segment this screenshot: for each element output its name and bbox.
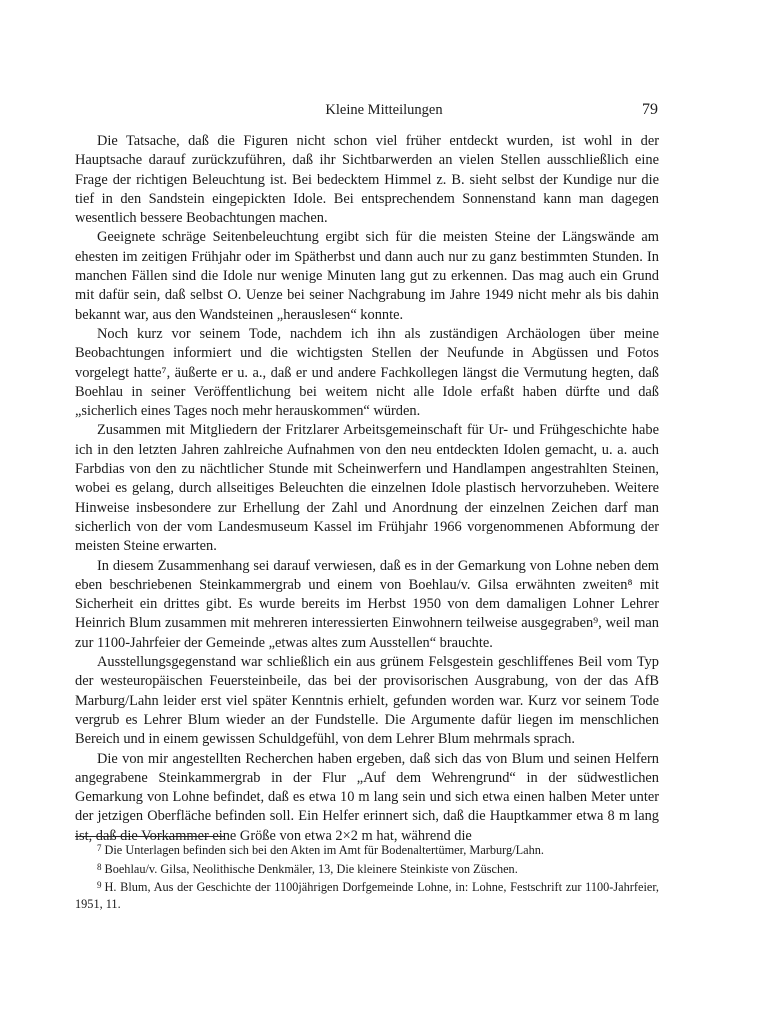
footnotes <box>75 840 659 912</box>
footnote-text: Boehlau/v. Gilsa, Neolithische Denkmäler, 13, Die kleinere Steinkiste von Züschen. <box>104 861 518 876</box>
paragraph: In diesem Zusammenhang sei darauf verwiesen, daß es in der Gemarkung von Lohne neben dem eben beschriebenen Steinkammergrab und einem von Boehlau/v. Gilsa erwähnten zweiten⁸ mit Sicherheit ein drittes gibt. Es wurde bereits im Herbst 1950 von dem damaligen Lohner Lehrer Heinrich Blum zusammen mit mehreren interessierten Einwohnern teilweise ausgegraben⁹, weil man zur 1100-Jahrfeier der Gemeinde „etwas altes zum Ausstellen“ brauchte. <box>75 557 659 651</box>
footnote-number: 8 <box>97 861 102 872</box>
footnote-text: H. Blum, Aus der Geschichte der 1100jährigen Dorfgemeinde Lohne, in: Lohne, Festschrift zur 1100-Jahrfeier, 1951, 11. <box>75 880 659 911</box>
running-header <box>110 100 658 120</box>
body-text <box>75 132 659 846</box>
paragraph: Geeignete schräge Seitenbeleuchtung ergibt sich für die meisten Steine der Längswände am ehesten im zeitigen Frühjahr oder im Spätherbst und dann auch nur zu ganz bestimmten Stunden. In manchen Fällen sind die Idole nur wenige Minuten lang gut zu erkennen. Das mag auch ein Grund mit dafür sein, daß selbst O. Uenze bei seiner Nachgrabung im Jahre 1949 nicht mehr als bis dahin bekannt war, aus den Wandsteinen „herauslesen“ konnte. <box>75 229 659 323</box>
paragraph: Ausstellungsgegenstand war schließlich ein aus grünem Felsgestein geschliffenes Beil vom Typ der westeuropäischen Feuersteinbeile, das bei der provisorischen Ausgrabung, von der das AfB Marburg/Lahn leider erst viel später Kenntnis erhielt, gefunden worden war. Kurz vor seinem Tode vergrub es Lehrer Blum wieder an der Fundstelle. Die Argumente dafür liegen im menschlichen Bereich und in einem gewissen Schuldgefühl, von dem Lehrer Blum mehrmals sprach. <box>75 654 659 748</box>
footnote <box>75 840 659 859</box>
page-number: 79 <box>642 101 658 118</box>
paragraph: Die Tatsache, daß die Figuren nicht schon viel früher entdeckt wurden, ist wohl in der Hauptsache darauf zurückzuführen, daß ihr Sichtbarwerden an vielen Stellen ausschließlich eine Frage der richtigen Beleuchtung ist. Bei bedecktem Himmel z. B. sieht selbst der Kundige nur die tief in den Sandstein eingepickten Idole. Bei entsprechendem Sonnenstand kann man dagegen wesentlich bessere Beobachtungen machen. <box>75 133 659 227</box>
footnote-text: Die Unterlagen befinden sich bei den Akten im Amt für Bodenaltertümer, Marburg/Lahn. <box>104 843 544 857</box>
footnote-separator <box>75 836 225 837</box>
footnote <box>75 877 659 912</box>
footnote-number: 9 <box>97 880 102 890</box>
footnote-number: 7 <box>97 843 102 853</box>
running-title: Kleine Mitteilungen <box>325 102 443 118</box>
paragraph: Die von mir angestellten Recherchen haben ergeben, daß sich das von Blum und seinen Helfern angegrabene Steinkammergrab in der Flur „Auf dem Wehrengrund“ in der südwestlichen Gemarkung von Lohne befindet, daß es etwa 10 m lang sein und sich etwa einen halben Meter unter der jetzigen Oberfläche befinden soll. Ein Helfer erinnert sich, daß die Hauptkammer etwa 8 m lang ist, daß die Vorkammer eine Größe von etwa 2×2 m hat, während die <box>75 750 659 844</box>
footnote <box>75 859 659 878</box>
paragraph: Noch kurz vor seinem Tode, nachdem ich ihn als zuständigen Archäologen über meine Beobachtungen informiert und die wichtigsten Stellen der Neufunde in Abgüssen und Fotos vorgelegt hatte⁷, äußerte er u. a., daß er und andere Fachkollegen längst die Vermutung hegten, daß Boehlau in seiner Veröffentlichung bei weitem nicht alle Idole erfaßt haben dürfte und daß „sicherlich eines Tages noch mehr herauskommen“ würden. <box>75 325 659 420</box>
paragraph: Zusammen mit Mitgliedern der Fritzlarer Arbeitsgemeinschaft für Ur- und Frühgeschichte habe ich in den letzten Jahren zahlreiche Aufnahmen von den neu entdeckten Idolen gemacht, u. a. auch Farbdias von den zu nächtlicher Stunde mit Scheinwerfern und Handlampen angestrahlten Steinen, wobei es gelang, durch allseitiges Beleuchten die einzelnen Idole plastisch hervorzuheben. Weitere Hinweise insbesondere zur Erhellung der Zahl und Anordnung der einzelnen Zeichen darf man sicherlich von der vom Landesmuseum Kassel im Frühjahr 1966 vorgenommenen Abformung der meisten Steine erwarten. <box>75 422 659 555</box>
